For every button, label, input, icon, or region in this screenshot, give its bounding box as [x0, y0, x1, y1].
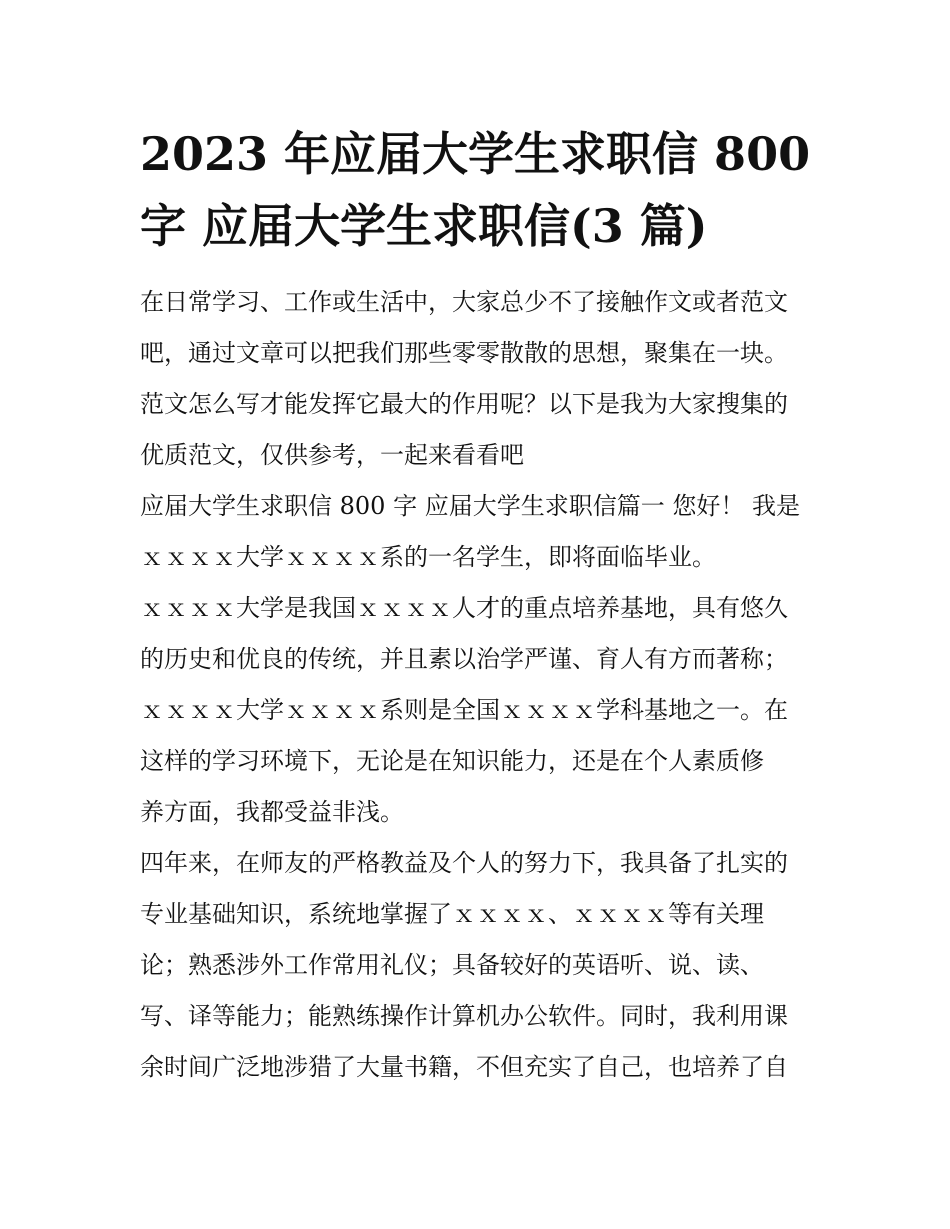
body-line: 应届大学生求职信 800 字 应届大学生求职信篇一 您好！ 我是: [140, 492, 800, 520]
body-line: 论；熟悉涉外工作常用礼仪；具备较好的英语听、说、读、: [140, 951, 764, 979]
body-line: 写、译等能力；能熟练操作计算机办公软件。同时，我利用课: [140, 1002, 788, 1030]
body-line: 四年来，在师友的严格教益及个人的努力下，我具备了扎实的: [140, 849, 788, 877]
body-line: ｘｘｘｘ大学ｘｘｘｘ系则是全国ｘｘｘｘ学科基地之一。在: [140, 696, 788, 724]
body-line: 养方面，我都受益非浅。: [140, 798, 404, 826]
body-line: 吧，通过文章可以把我们那些零零散散的思想，聚集在一块。: [140, 339, 788, 367]
body-line: ｘｘｘｘ大学ｘｘｘｘ系的一名学生，即将面临毕业。: [140, 543, 716, 571]
body-line: 范文怎么写才能发挥它最大的作用呢？以下是我为大家搜集的: [140, 390, 788, 418]
body-line: 在日常学习、工作或生活中，大家总少不了接触作文或者范文: [140, 288, 788, 316]
body-line: 余时间广泛地涉猎了大量书籍，不但充实了自己，也培养了自: [140, 1053, 788, 1081]
document-body: [140, 277, 830, 1093]
body-line: 这样的学习环境下，无论是在知识能力，还是在个人素质修: [140, 747, 764, 775]
document-title: [140, 118, 820, 262]
body-line: ｘｘｘｘ大学是我国ｘｘｘｘ人才的重点培养基地，具有悠久: [140, 594, 788, 622]
title-line: 2023 年应届大学生求职信 800: [140, 127, 811, 181]
body-line: 的历史和优良的传统，并且素以治学严谨、育人有方而著称；: [140, 645, 788, 673]
body-line: 专业基础知识，系统地掌握了ｘｘｘｘ、ｘｘｘｘ等有关理: [140, 900, 764, 928]
title-line: 字 应届大学生求职信(3 篇): [140, 199, 708, 253]
body-line: 优质范文，仅供参考，一起来看看吧: [140, 441, 524, 469]
